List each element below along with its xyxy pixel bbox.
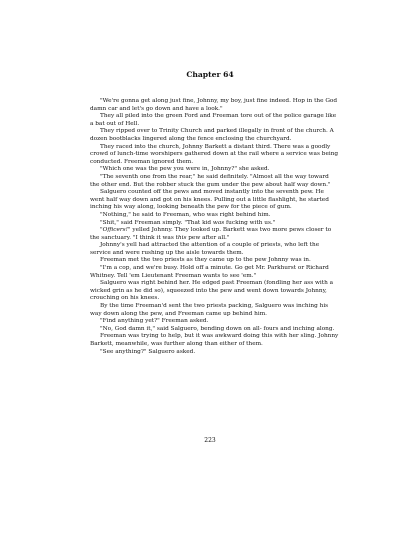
paragraph: "Find anything yet?" Freeman asked. (100, 318, 209, 325)
paragraph: By the time Freeman'd sent the two priests packing, Salguero was inching his way down along the pew, and Freeman came up behind him. (90, 303, 329, 317)
paragraph: "No, God damn it," said Salguero, bending down on all- fours and inching along. (100, 325, 335, 332)
paragraph: They ripped over to Trinity Church and parked illegally in front of the church. A dozen bootblacks lingered along the fence enclosing the churchyard. (90, 128, 334, 142)
paragraph: "We're gonna get along just fine, Johnny, my boy, just fine indeed. Hop in the God damn car and let's go down and have a look." (90, 98, 338, 112)
paragraph: "Shit," said Freeman simply. "That kid was fucking with us." (100, 219, 276, 226)
paragraph: "Which one was the pew you were in, Johnny?" she asked. (100, 166, 270, 173)
paragraph: Freeman was trying to help, but it was awkward doing this with her sling. Johnny Barkett, meanwhile, was further along than either of them. (90, 333, 339, 347)
paragraph: "Officers!" yelled Johnny. They looked up. Barkett was two more pews closer to the sanctuary. "I think it was this pew after all." (90, 227, 332, 241)
page-number: 223 (204, 437, 216, 444)
paragraph: Freeman met the two priests as they came up to the pew Johnny was in. (100, 257, 311, 264)
paragraph: "I'm a cop, and we're busy. Hold off a minute. Go get Mr. Parkhurst or Richard Whitney. Tell 'em Lieutenant Freeman wants to see 'em." (90, 265, 329, 279)
chapter-title: Chapter 64 (186, 70, 234, 79)
paragraph: "See anything?" Salguero asked. (100, 348, 196, 355)
paragraph: Johnny's yell had attracted the attention of a couple of priests, who left the service and were rushing up the aisle towards them. (90, 242, 320, 256)
paragraph: Salguero was right behind her. He edged past Freeman (fondling her ass with a wicked grin as he did so), squeezed into the pew and went down towards Johnny, crouching on his knees. (90, 280, 334, 302)
paragraph: They raced into the church, Johnny Barkett a distant third. There was a goodly crowd of lunch-time worshipers gathered down at the rail where a service was being conducted. Freeman ignored them. (90, 143, 339, 165)
paragraph: Salguero counted off the pews and moved instantly into the seventh pew. He went half way down and got on his knees. Pulling out a little flashlight, he started inching his way along, looking beneath the pew for the piece of gum. (90, 189, 329, 211)
paragraph: "Nothing," he said to Freeman, who was right behind him. (100, 211, 271, 218)
paragraph: They all piled into the green Ford and Freeman tore out of the police garage like a bat out of Hell. (90, 113, 337, 127)
chapter-body (90, 98, 340, 356)
paragraph: "The seventh one from the rear," he said definitely. "Almost all the way toward the other end. But the robber stuck the gum under the pew about half way down." (90, 173, 331, 188)
